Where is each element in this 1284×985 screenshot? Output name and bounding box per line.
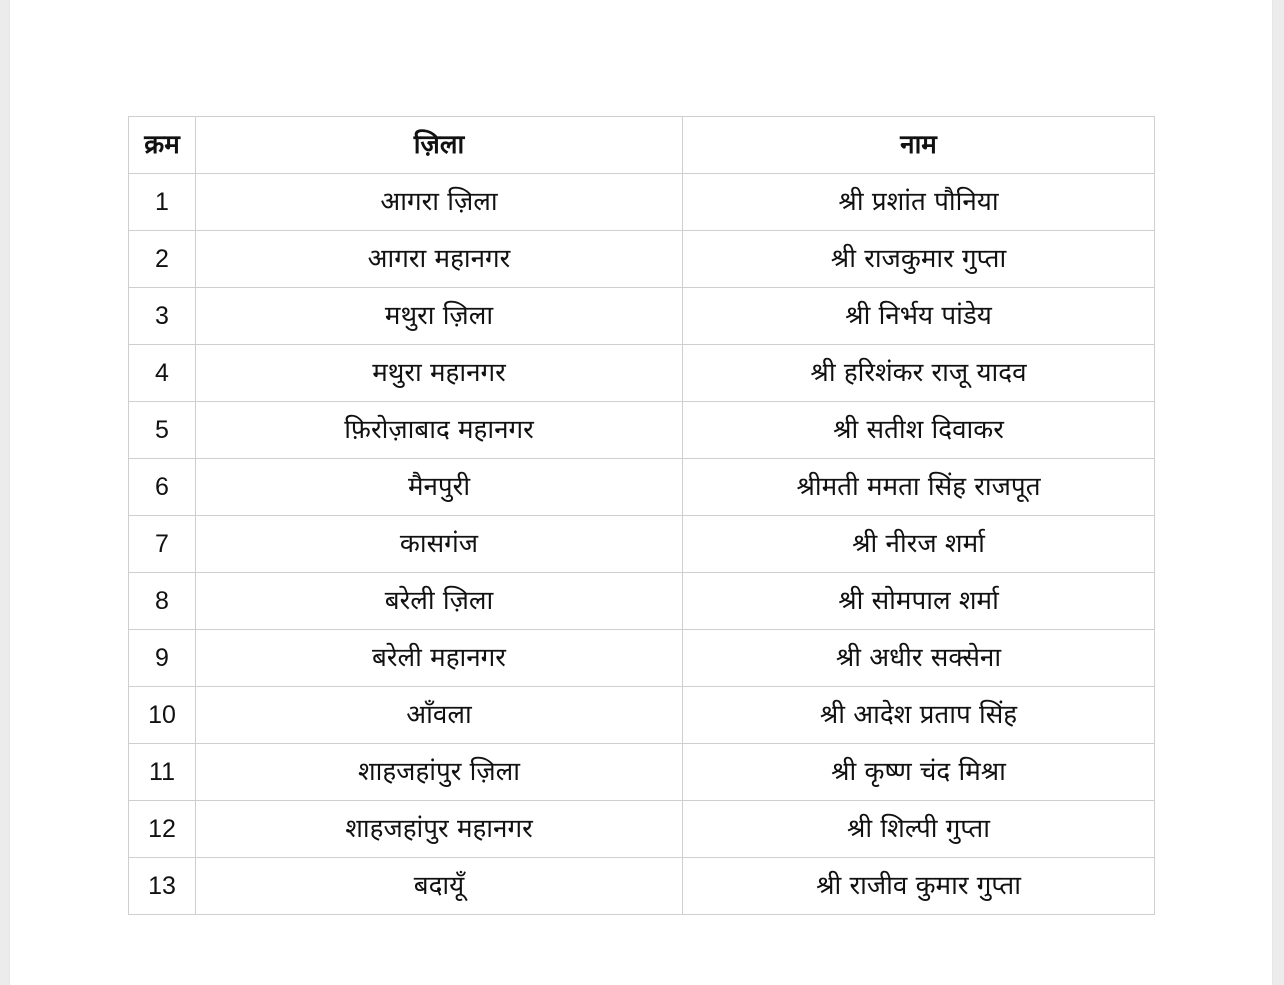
- cell-district: बरेली ज़िला: [196, 573, 683, 630]
- cell-name: श्रीमती ममता सिंह राजपूत: [683, 459, 1155, 516]
- cell-district: फ़िरोज़ाबाद महानगर: [196, 402, 683, 459]
- cell-district: आँवला: [196, 687, 683, 744]
- cell-serial: 4: [129, 345, 196, 402]
- table-row: [129, 459, 1155, 516]
- cell-serial: 1: [129, 174, 196, 231]
- table-row: [129, 402, 1155, 459]
- cell-name: श्री निर्भय पांडेय: [683, 288, 1155, 345]
- table-header-row: [129, 117, 1155, 174]
- cell-serial: 10: [129, 687, 196, 744]
- cell-district: आगरा ज़िला: [196, 174, 683, 231]
- cell-district: आगरा महानगर: [196, 231, 683, 288]
- table-row: [129, 744, 1155, 801]
- cell-serial: 12: [129, 801, 196, 858]
- header-name: नाम: [683, 117, 1155, 174]
- cell-district: मथुरा ज़िला: [196, 288, 683, 345]
- cell-name: श्री अधीर सक्सेना: [683, 630, 1155, 687]
- cell-district: मथुरा महानगर: [196, 345, 683, 402]
- table-row: [129, 801, 1155, 858]
- cell-name: श्री राजकुमार गुप्ता: [683, 231, 1155, 288]
- cell-name: श्री राजीव कुमार गुप्ता: [683, 858, 1155, 915]
- cell-name: श्री प्रशांत पौनिया: [683, 174, 1155, 231]
- table-row: [129, 858, 1155, 915]
- cell-serial: 5: [129, 402, 196, 459]
- cell-serial: 8: [129, 573, 196, 630]
- cell-district: मैनपुरी: [196, 459, 683, 516]
- cell-serial: 13: [129, 858, 196, 915]
- cell-serial: 11: [129, 744, 196, 801]
- cell-name: श्री शिल्पी गुप्ता: [683, 801, 1155, 858]
- cell-name: श्री सोमपाल शर्मा: [683, 573, 1155, 630]
- cell-serial: 6: [129, 459, 196, 516]
- header-district: ज़िला: [196, 117, 683, 174]
- table-row: [129, 288, 1155, 345]
- cell-name: श्री नीरज शर्मा: [683, 516, 1155, 573]
- cell-serial: 7: [129, 516, 196, 573]
- table-row: [129, 345, 1155, 402]
- table-row: [129, 516, 1155, 573]
- cell-district: बदायूँ: [196, 858, 683, 915]
- district-names-table: [128, 116, 1155, 915]
- header-serial: क्रम: [129, 117, 196, 174]
- cell-name: श्री कृष्ण चंद मिश्रा: [683, 744, 1155, 801]
- cell-district: कासगंज: [196, 516, 683, 573]
- cell-serial: 3: [129, 288, 196, 345]
- table-row: [129, 174, 1155, 231]
- cell-name: श्री आदेश प्रताप सिंह: [683, 687, 1155, 744]
- cell-district: बरेली महानगर: [196, 630, 683, 687]
- cell-serial: 2: [129, 231, 196, 288]
- table-row: [129, 231, 1155, 288]
- cell-serial: 9: [129, 630, 196, 687]
- table-row: [129, 687, 1155, 744]
- table-row: [129, 573, 1155, 630]
- cell-name: श्री हरिशंकर राजू यादव: [683, 345, 1155, 402]
- cell-name: श्री सतीश दिवाकर: [683, 402, 1155, 459]
- document-page: [10, 0, 1272, 985]
- cell-district: शाहजहांपुर महानगर: [196, 801, 683, 858]
- cell-district: शाहजहांपुर ज़िला: [196, 744, 683, 801]
- table-row: [129, 630, 1155, 687]
